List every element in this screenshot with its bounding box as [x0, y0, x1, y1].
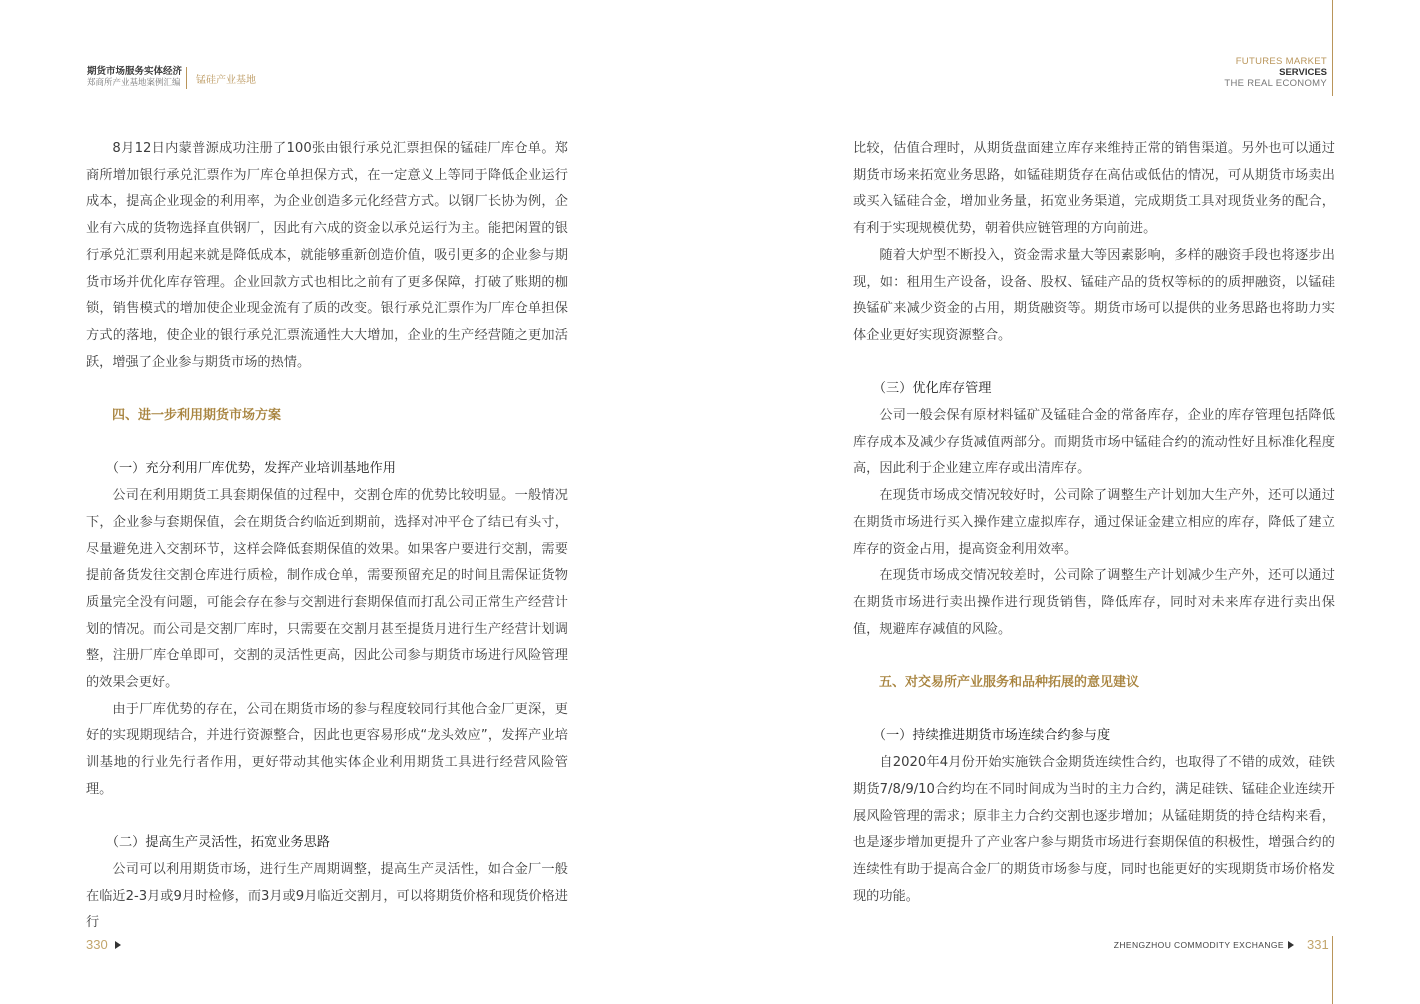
subsection-heading: （二）提高生产灵活性，拓宽业务思路: [105, 835, 330, 851]
margin-rule-bottom: [1332, 936, 1333, 1004]
footer-organization: ZHENGZHOU COMMODITY EXCHANGE: [1113, 940, 1284, 950]
page-number-left: 330: [86, 937, 108, 952]
chapter-tag: 锰硅产业基地: [196, 75, 256, 86]
header-right-line2: SERVICES: [1279, 67, 1327, 78]
subsection-heading: （一）持续推进期货市场连续合约参与度: [872, 728, 1111, 744]
paragraph: 在现货市场成交情况较好时，公司除了调整生产计划加大生产外，还可以通过在期货市场进行买入操作建立虚拟库存，通过保证金建立相应的库存，降低了建立库存的资金占用，提高资金利用效率。: [853, 488, 1335, 557]
header-divider: [186, 67, 187, 89]
header-right-line3: THE REAL ECONOMY: [1224, 78, 1327, 89]
margin-rule-top: [1332, 0, 1333, 96]
paragraph: 自2020年4月份开始实施铁合金期货连续性合约，也取得了不错的成效，硅铁期货7/8/9/10合约均在不同时间成为当时的主力合约，满足硅铁、锰硅企业连续开展风险管理的需求；原非主力合约交割也逐步增加；从锰硅期货的持仓结构来看，也是逐步增加更提升了产业客户参与期货市场进行套期保值的积极性，增强合约的连续性有助于提高合金厂的期货市场参与度，同时也能更好的实现期货市场价格发现的功能。: [853, 755, 1335, 904]
triangle-right-icon: [1288, 941, 1294, 949]
page-number-right: 331: [1307, 937, 1329, 952]
left-page-body: [86, 136, 568, 937]
paragraph: 公司一般会保有原材料锰矿及锰硅合金的常备库存，企业的库存管理包括降低库存成本及减少存货减值两部分。而期货市场中锰硅合约的流动性好且标准化程度高，因此利于企业建立库存或出清库存。: [853, 408, 1335, 477]
running-header-left: [87, 66, 182, 89]
running-header-right: [1224, 56, 1327, 89]
publication-subtitle: 郑商所产业基地案例汇编: [87, 78, 181, 88]
paragraph: 在现货市场成交情况较差时，公司除了调整生产计划减少生产外，还可以通过在期货市场进行卖出操作进行现货销售，降低库存，同时对未来库存进行卖出保值，规避库存减值的风险。: [853, 568, 1335, 637]
section-heading: 四、进一步利用期货市场方案: [112, 408, 282, 424]
subsection-heading: （三）优化库存管理: [872, 381, 992, 397]
triangle-right-icon: [115, 941, 121, 949]
paragraph: 公司在利用期货工具套期保值的过程中，交割仓库的优势比较明显。一般情况下，企业参与套期保值，会在期货合约临近到期前，选择对冲平仓了结已有头寸，尽量避免进入交割环节，这样会降低套期保值的效果。如果客户要进行交割，需要提前备货发往交割仓库进行质检，制作成仓单，需要预留充足的时间且需保证货物质量完全没有问题，可能会存在参与交割进行套期保值而打乱公司正常生产经营计划的情况。而公司是交割厂库时，只需要在交割月甚至提货月进行生产经营计划调整，注册厂库仓单即可，交割的灵活性更高，因此公司参与期货市场进行风险管理的效果会更好。: [86, 488, 568, 691]
paragraph-continued: 比较，估值合理时，从期货盘面建立库存来维持正常的销售渠道。另外也可以通过期货市场来拓宽业务思路，如锰硅期货存在高估或低估的情况，可从期货市场卖出或买入锰硅合金，增加业务量，拓宽业务渠道，完成期货工具对现货业务的配合，有利于实现规模优势，朝着供应链管理的方向前进。: [853, 141, 1335, 237]
right-page-body: [853, 136, 1335, 910]
subsection-heading: （一）充分利用厂库优势，发挥产业培训基地作用: [105, 461, 396, 477]
section-heading: 五、对交易所产业服务和品种拓展的意见建议: [879, 675, 1140, 691]
paragraph: 由于厂库优势的存在，公司在期货市场的参与程度较同行其他合金厂更深，更好的实现期现结合，并进行资源整合，因此也更容易形成“龙头效应”，发挥产业培训基地的行业先行者作用，更好带动其他实体企业利用期货工具进行经营风险管理。: [86, 701, 568, 797]
publication-title: 期货市场服务实体经济: [87, 66, 183, 77]
header-right-line1: FUTURES MARKET: [1235, 56, 1327, 67]
paragraph: 随着大炉型不断投入，资金需求量大等因素影响，多样的融资手段也将逐步出现，如：租用生产设备，设备、股权、锰硅产品的货权等标的的质押融资，以锰硅换锰矿来减少资金的占用，期货融资等。期货市场可以提供的业务思路也将助力实体企业更好实现资源整合。: [853, 247, 1335, 343]
paragraph: 8月12日内蒙普源成功注册了100张由银行承兑汇票担保的锰硅厂库仓单。郑商所增加银行承兑汇票作为厂库仓单担保方式，在一定意义上等同于降低企业运行成本，提高企业现金的利用率，为企业创造多元化经营方式。以钢厂长协为例，企业有六成的货物选择直供钢厂，因此有六成的资金以承兑运行为主。能把闲置的银行承兑汇票利用起来就是降低成本，就能够重新创造价值，吸引更多的企业参与期货市场并优化库存管理。企业回款方式也相比之前有了更多保障，打破了账期的枷锁，销售模式的增加使企业现金流有了质的改变。银行承兑汇票作为厂库仓单担保方式的落地，使企业的银行承兑汇票流通性大大增加，企业的生产经营随之更加活跃，增强了企业参与期货市场的热情。: [86, 141, 568, 370]
paragraph: 公司可以利用期货市场，进行生产周期调整，提高生产灵活性，如合金厂一般在临近2-3月或9月时检修，而3月或9月临近交割月，可以将期货价格和现货价格进行: [86, 861, 568, 931]
